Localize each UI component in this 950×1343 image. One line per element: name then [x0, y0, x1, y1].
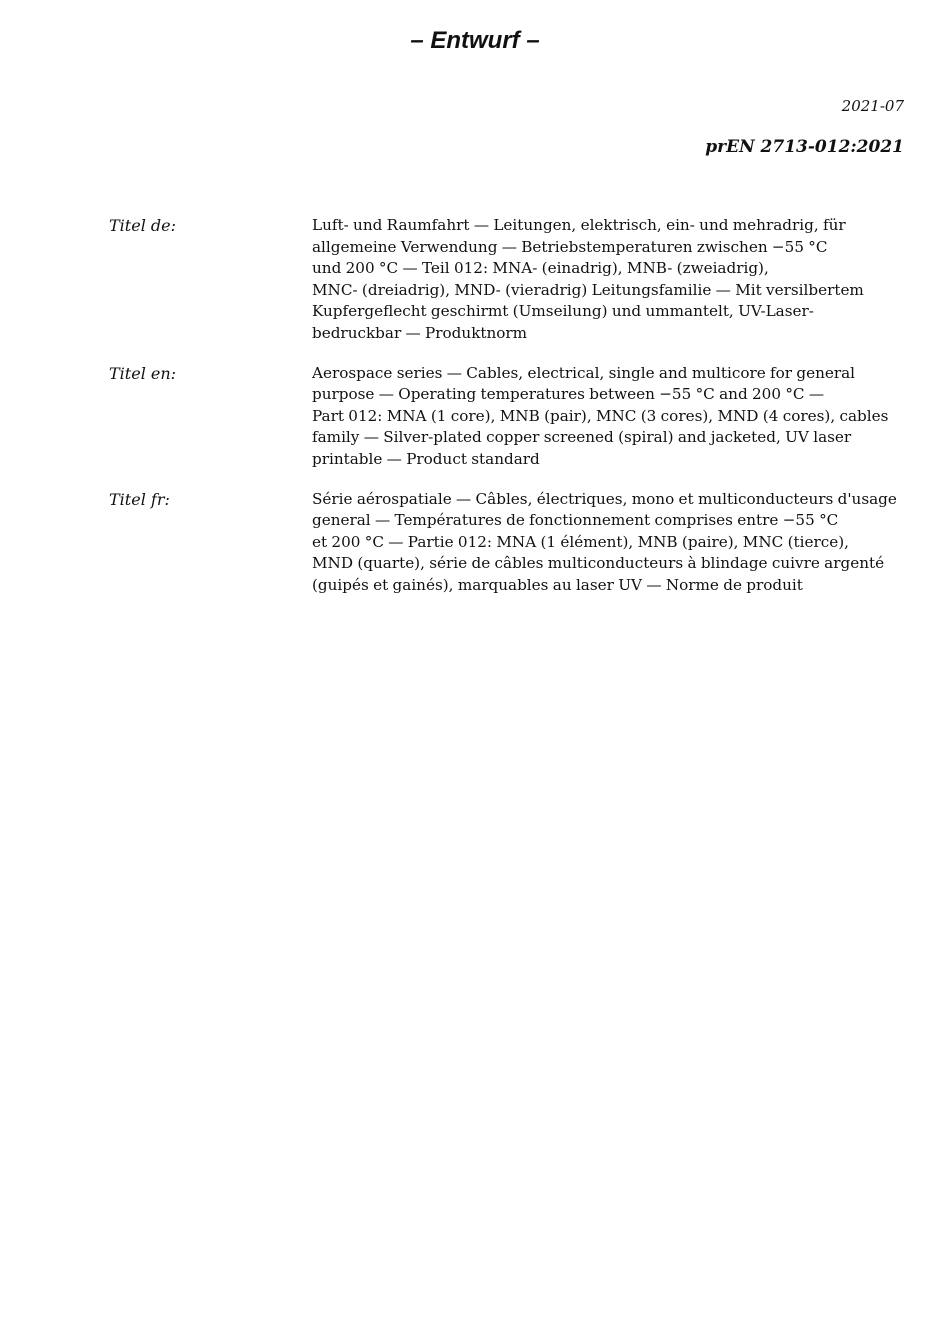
- title-line: general — Températures de fonctionnement comprises entre −55 °C: [312, 511, 839, 530]
- title-row-en: [109, 363, 909, 471]
- title-line: bedruckbar — Produktnorm: [312, 323, 528, 342]
- title-line: MNC- (dreiadrig), MND- (vieradrig) Leitungsfamilie — Mit versilbertem: [312, 280, 864, 299]
- title-line: allgemeine Verwendung — Betriebstemperaturen zwischen −55 °C: [312, 237, 828, 256]
- title-line: et 200 °C — Partie 012: MNA (1 élément), MNB (paire), MNC (tierce),: [312, 532, 849, 551]
- title-label-fr: Titel fr:: [109, 489, 170, 509]
- title-line: family — Silver-plated copper screened (spiral) and jacketed, UV laser: [312, 428, 852, 447]
- title-line: Kupfergeflecht geschirmt (Umseilung) und ummantelt, UV-Laser-: [312, 302, 814, 321]
- title-line: Part 012: MNA (1 core), MNB (pair), MNC (3 cores), MND (4 cores), cables: [312, 406, 889, 425]
- title-line: printable — Product standard: [312, 449, 540, 468]
- title-line: MND (quarte), série de câbles multiconducteurs à blindage cuivre argenté: [312, 554, 885, 573]
- title-line: Aerospace series — Cables, electrical, single and multicore for general: [312, 363, 856, 382]
- title-label-de: Titel de:: [109, 216, 176, 235]
- title-row-fr: [109, 489, 909, 597]
- title-label-en: Titel en:: [109, 363, 177, 383]
- document-number: prEN 2713-012:2021: [705, 137, 904, 157]
- titles-block: [109, 215, 909, 615]
- title-text-fr: [312, 489, 904, 597]
- title-row-de: [109, 215, 909, 345]
- title-line: Série aérospatiale — Câbles, électriques, mono et multiconducteurs d'usage: [312, 489, 897, 508]
- title-text-en: [312, 363, 904, 471]
- draft-heading: – Entwurf –: [410, 27, 540, 54]
- title-text-de: [312, 215, 904, 345]
- title-line: und 200 °C — Teil 012: MNA- (einadrig), MNB- (zweiadrig),: [312, 259, 769, 278]
- title-line: purpose — Operating temperatures between −55 °C and 200 °C —: [312, 385, 825, 404]
- document-date: 2021-07: [841, 97, 904, 115]
- title-line: Luft- und Raumfahrt — Leitungen, elektrisch, ein- und mehradrig, für: [312, 216, 846, 234]
- title-line: (guipés et gainés), marquables au laser UV — Norme de produit: [312, 575, 803, 594]
